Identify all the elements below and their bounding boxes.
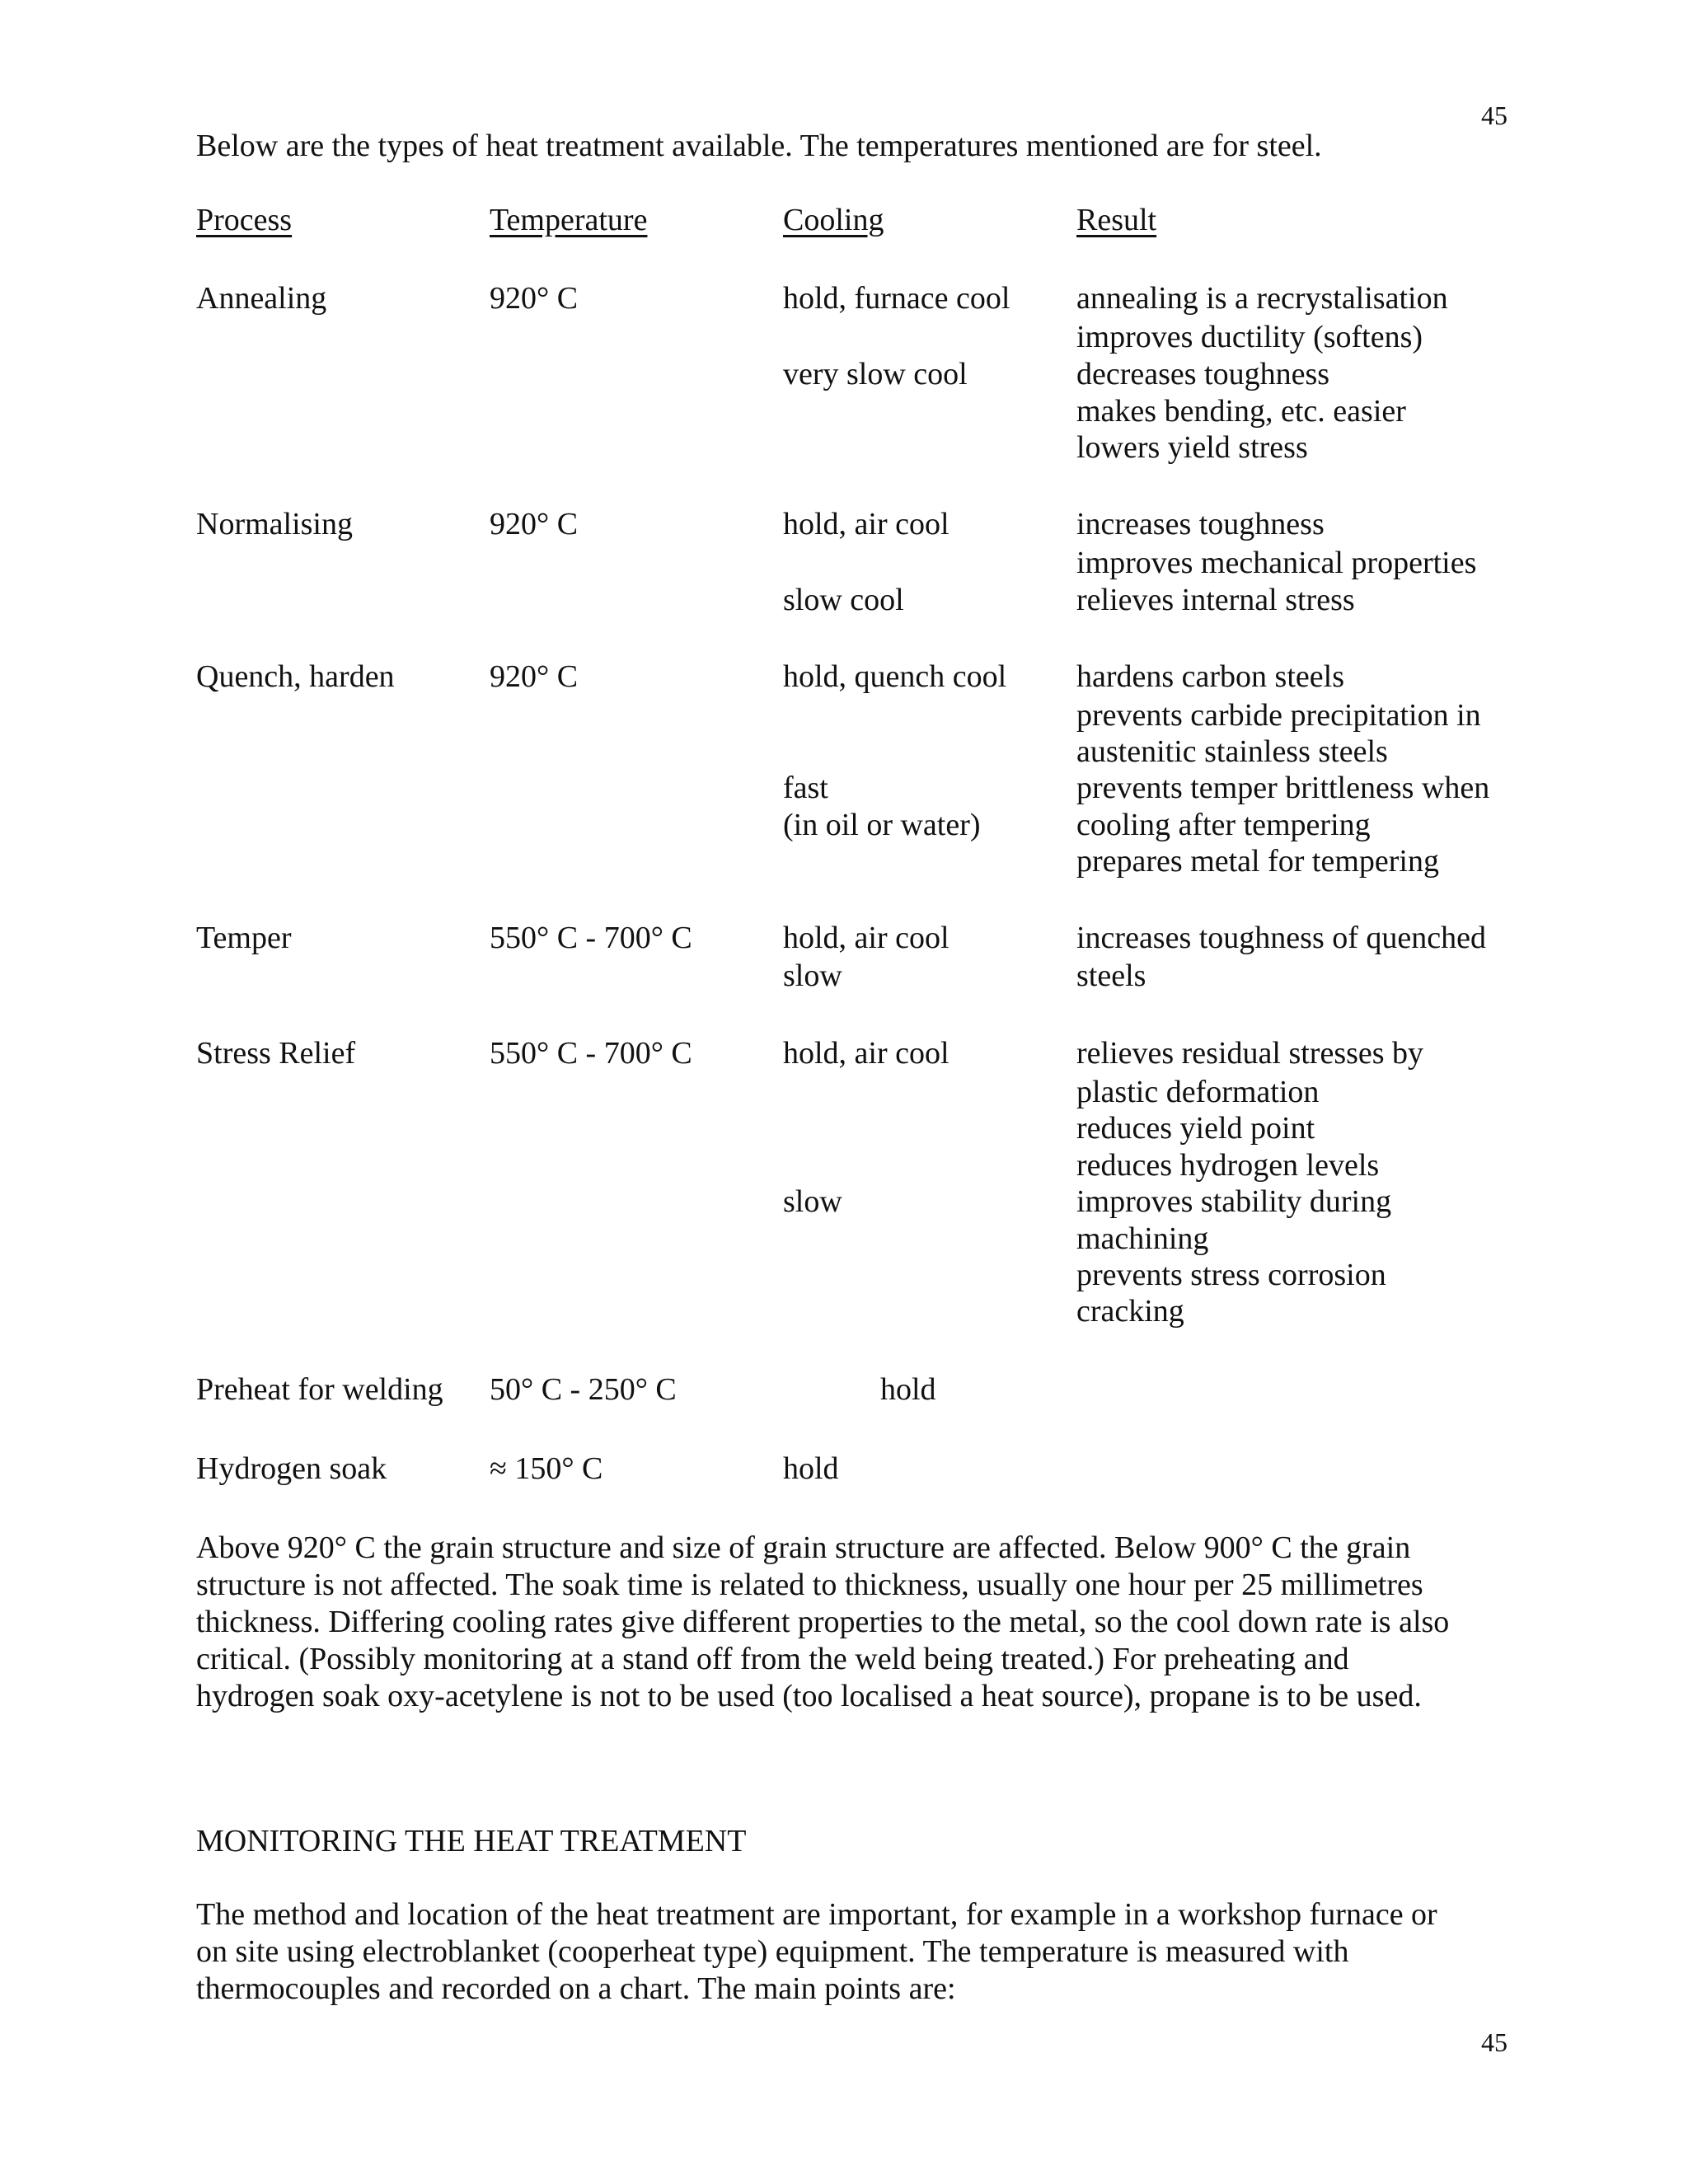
cooling-annealing-2: very slow cool: [783, 357, 968, 391]
result-stress-relief-5: improves stability during: [1076, 1184, 1392, 1219]
cooling-stress-relief-2: slow: [783, 1184, 842, 1219]
result-stress-relief-1: relieves residual stresses by: [1076, 1036, 1424, 1071]
result-temper-2: steels: [1076, 958, 1146, 993]
result-normalising-1: increases toughness: [1076, 507, 1325, 541]
cooling-preheat: hold: [880, 1372, 936, 1407]
result-stress-relief-3: reduces yield point: [1076, 1111, 1315, 1146]
result-temper-1: increases toughness of quenched: [1076, 921, 1487, 955]
header-process: Process: [196, 203, 293, 237]
result-stress-relief-2: plastic deformation: [1076, 1075, 1320, 1109]
cooling-quench-harden-3: (in oil or water): [783, 808, 981, 842]
cooling-annealing-1: hold, furnace cool: [783, 281, 1010, 316]
result-stress-relief-8: cracking: [1076, 1294, 1184, 1329]
cooling-hydrogen-soak: hold: [783, 1451, 839, 1486]
paragraph-line: hydrogen soak oxy-acetylene is not to be used (too localised a heat source), propane is to be used.: [196, 1679, 1422, 1713]
temperature-temper: 550° C - 700° C: [490, 921, 692, 955]
process-preheat: Preheat for welding: [196, 1372, 443, 1407]
result-quench-harden-1: hardens carbon steels: [1076, 659, 1344, 694]
header-cooling: Cooling: [783, 203, 884, 237]
result-annealing-1: annealing is a recrystalisation: [1076, 281, 1448, 316]
process-quench-harden: Quench, harden: [196, 659, 395, 694]
paragraph-monitoring: [196, 1896, 1548, 2008]
result-annealing-2: improves ductility (softens): [1076, 320, 1423, 354]
result-stress-relief-7: prevents stress corrosion: [1076, 1258, 1386, 1292]
result-annealing-4: makes bending, etc. easier: [1076, 394, 1406, 429]
header-temperature: Temperature: [490, 203, 648, 237]
result-normalising-2: improves mechanical properties: [1076, 546, 1477, 580]
cooling-quench-harden-2: fast: [783, 771, 828, 805]
cooling-quench-harden-1: hold, quench cool: [783, 659, 1007, 694]
result-annealing-5: lowers yield stress: [1076, 430, 1308, 465]
paragraph-line: structure is not affected. The soak time is related to thickness, usually one hour per 25 millimetres: [196, 1568, 1423, 1602]
page-number-top: 45: [1481, 101, 1507, 130]
cooling-temper-1: hold, air cool: [783, 921, 950, 955]
paragraph-grain-structure: [196, 1530, 1548, 1715]
result-stress-relief-4: reduces hydrogen levels: [1076, 1148, 1380, 1183]
paragraph-line: Above 920° C the grain structure and size of grain structure are affected. Below 900° C the grain: [196, 1530, 1411, 1565]
header-result: Result: [1076, 203, 1157, 237]
result-normalising-3: relieves internal stress: [1076, 583, 1355, 617]
temperature-stress-relief: 550° C - 700° C: [490, 1036, 692, 1071]
result-quench-harden-2: prevents carbide precipitation in: [1076, 698, 1481, 733]
process-hydrogen-soak: Hydrogen soak: [196, 1451, 387, 1486]
paragraph-line: critical. (Possibly monitoring at a stand off from the weld being treated.) For preheating and: [196, 1642, 1349, 1676]
process-stress-relief: Stress Relief: [196, 1036, 356, 1071]
temperature-preheat: 50° C - 250° C: [490, 1372, 677, 1407]
process-temper: Temper: [196, 921, 292, 955]
cooling-stress-relief-1: hold, air cool: [783, 1036, 950, 1071]
paragraph-line: thermocouples and recorded on a chart. The main points are:: [196, 1971, 956, 2006]
cooling-normalising-1: hold, air cool: [783, 507, 950, 541]
result-stress-relief-6: machining: [1076, 1221, 1209, 1256]
cooling-normalising-2: slow cool: [783, 583, 904, 617]
temperature-normalising: 920° C: [490, 507, 579, 541]
result-quench-harden-4: prevents temper brittleness when: [1076, 771, 1490, 805]
temperature-annealing: 920° C: [490, 281, 579, 316]
process-annealing: Annealing: [196, 281, 327, 316]
cooling-temper-2: slow: [783, 958, 842, 993]
process-normalising: Normalising: [196, 507, 353, 541]
result-quench-harden-6: prepares metal for tempering: [1076, 844, 1439, 879]
result-quench-harden-5: cooling after tempering: [1076, 808, 1371, 842]
paragraph-line: thickness. Differing cooling rates give different properties to the metal, so the cool down rate is also: [196, 1605, 1450, 1639]
result-quench-harden-3: austenitic stainless steels: [1076, 734, 1388, 769]
intro-text: Below are the types of heat treatment available. The temperatures mentioned are for steel.: [196, 129, 1322, 163]
temperature-hydrogen-soak: ≈ 150° C: [490, 1451, 603, 1486]
paragraph-line: on site using electroblanket (cooperheat type) equipment. The temperature is measured with: [196, 1934, 1349, 1969]
page-number-bottom: 45: [1481, 2027, 1507, 2057]
paragraph-line: The method and location of the heat treatment are important, for example in a workshop furnace or: [196, 1897, 1437, 1932]
result-annealing-3: decreases toughness: [1076, 357, 1330, 391]
temperature-quench-harden: 920° C: [490, 659, 579, 694]
section-heading: MONITORING THE HEAT TREATMENT: [196, 1824, 747, 1858]
